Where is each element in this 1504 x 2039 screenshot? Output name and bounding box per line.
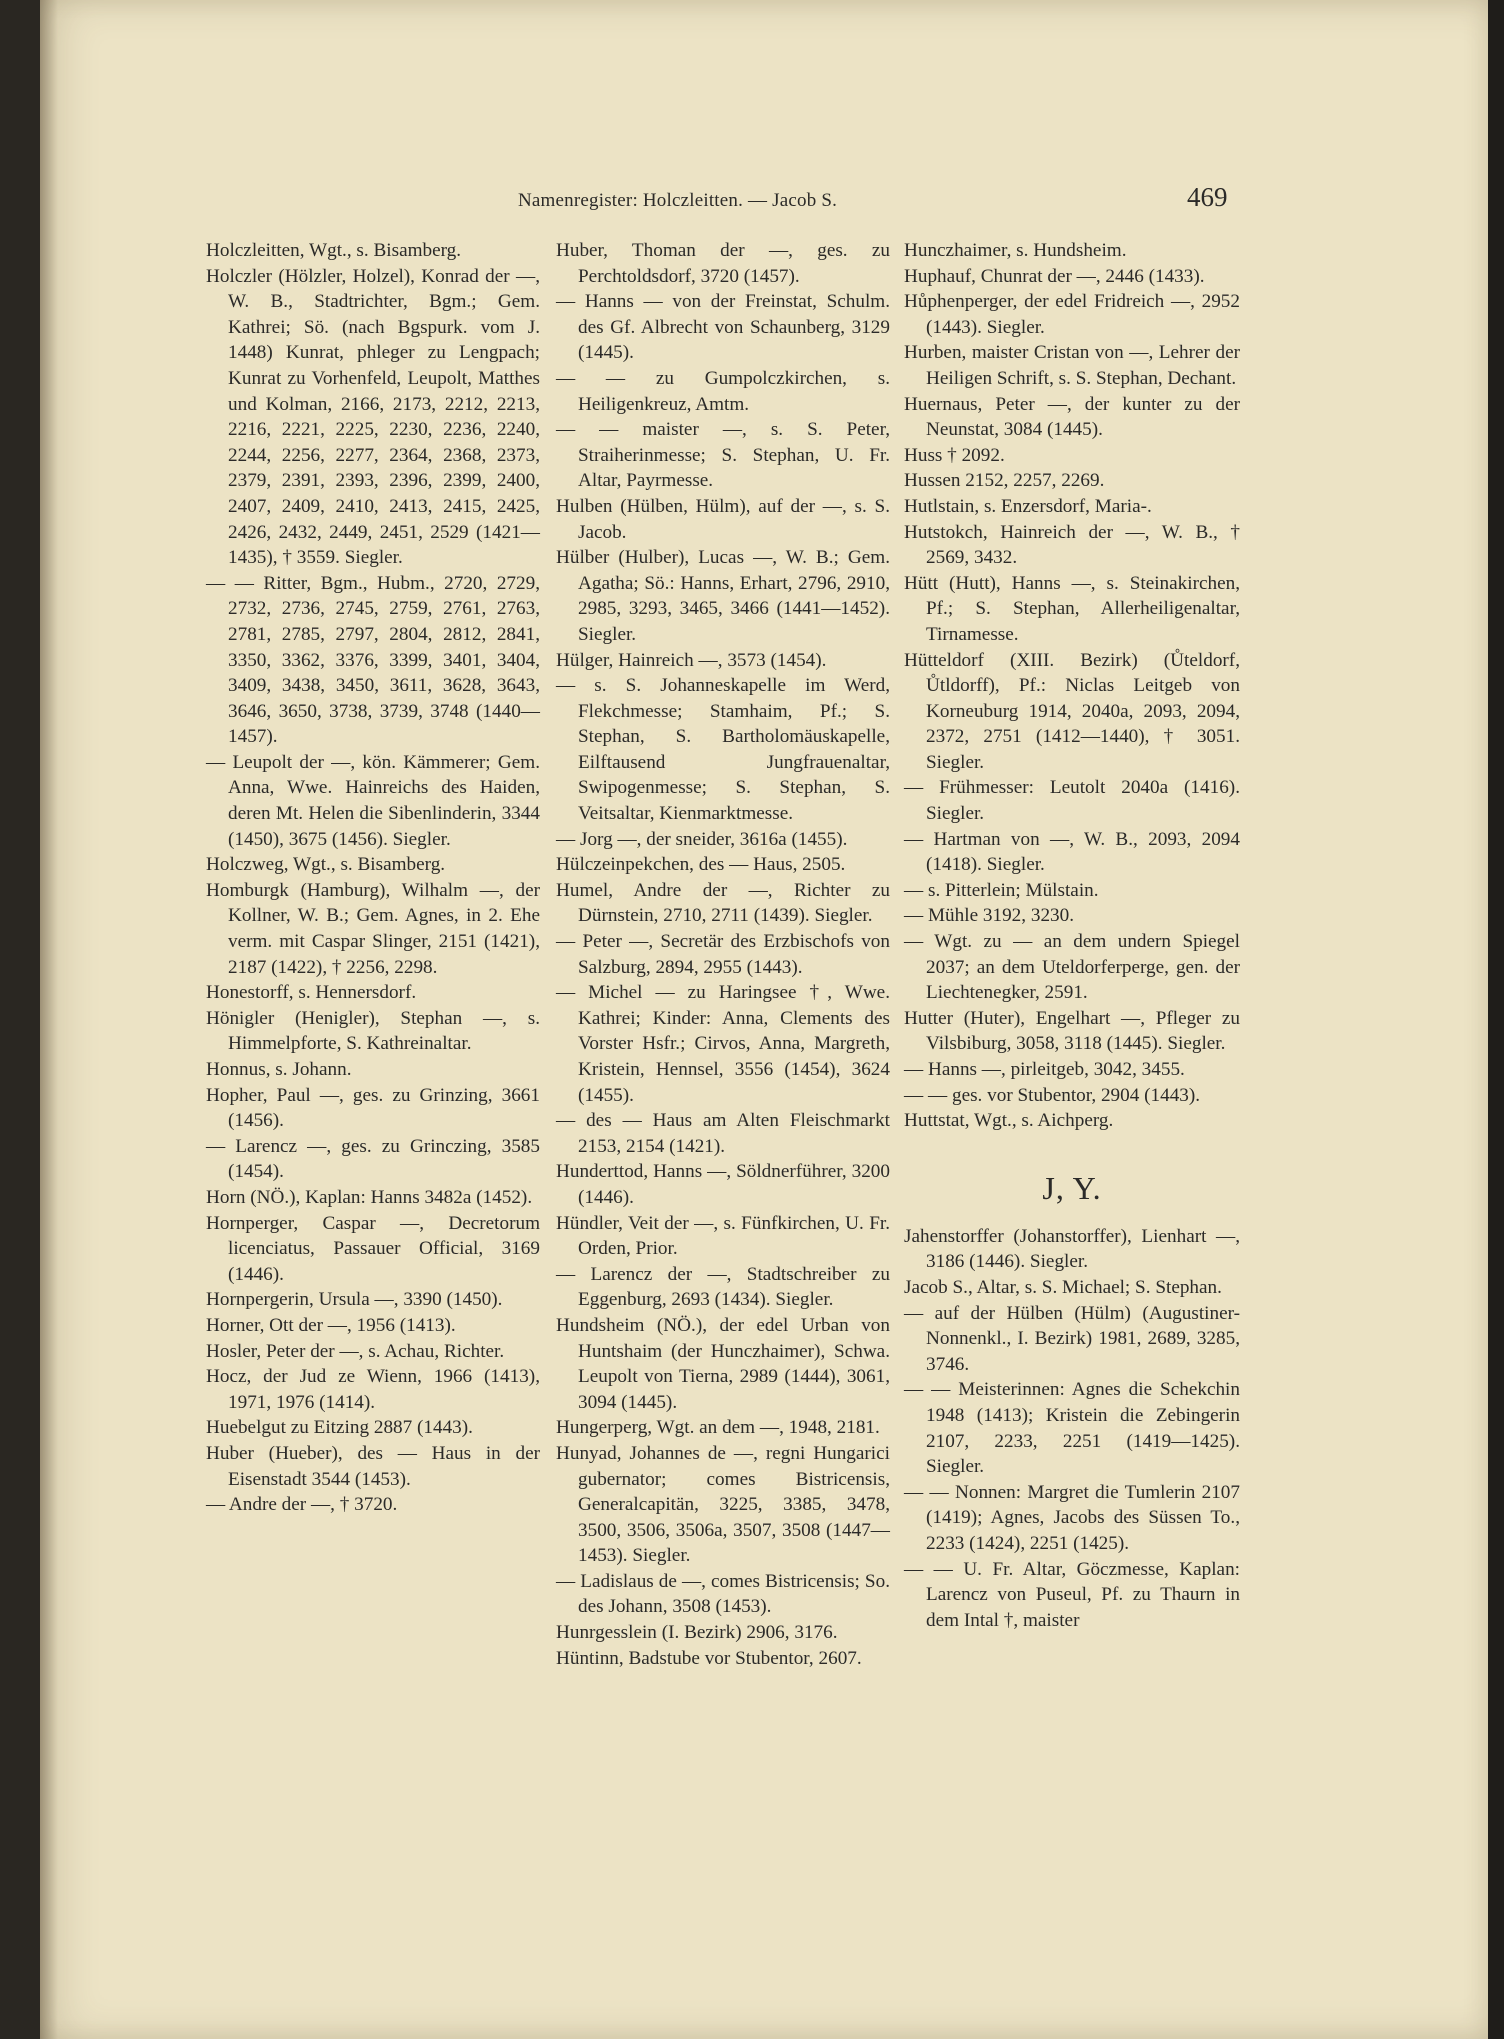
index-entry: Hornperger, Caspar —, Decretorum licenciatus, Passauer Official, 3169 (1446). — [206, 1212, 540, 1285]
index-entry: Hönigler (Henigler), Stephan —, s. Himmelpforte, S. Kathreinaltar. — [206, 1007, 540, 1055]
index-entry: Huber (Hueber), des — Haus in der Eisenstadt 3544 (1453). — [206, 1442, 540, 1490]
index-entry: Hutlstain, s. Enzersdorf, Maria-. — [904, 495, 1152, 517]
index-entry: Hülber (Hulber), Lucas —, W. B.; Gem. Agatha; Sö.: Hanns, Erhart, 2796, 2910, 2985, 3293, 3465, 3466 (1441—1452). Siegler. — [556, 547, 890, 645]
index-entry: Hopher, Paul —, ges. zu Grinzing, 3661 (1456). — [206, 1084, 540, 1132]
index-entry: — — U. Fr. Altar, Göczmesse, Kaplan: Larencz von Puseul, Pf. zu Thaurn in dem Intal †, maister — [904, 1558, 1240, 1631]
index-entry: Huebelgut zu Eitzing 2887 (1443). — [206, 1417, 473, 1439]
index-entry: Huss † 2092. — [904, 444, 1005, 466]
index-entry: Holczler (Hölzler, Holzel), Konrad der —, W. B., Stadtrichter, Bgm.; Gem. Kathrei; Sö. (nach Bgspurk. vom J. 1448) Kunrat, phleger zu Lengpach; Kunrat zu Vorhenfeld, Leupolt, Matthes und Kolman, 2166, 2173, 2212, 2213, 2216, 2221, 2225, 2230, 2236, 2240, 2244, 2256, 2277, 2364, 2368, 2373, 2379, 2391, 2393, 2396, 2399, 2400, 2407, 2409, 2410, 2413, 2415, 2425, 2426, 2432, 2449, 2451, 2529 (1421—1435), † 3559. Siegler. — [206, 265, 540, 569]
index-entry: Hocz, der Jud ze Wienn, 1966 (1413), 1971, 1976 (1414). — [206, 1366, 540, 1413]
index-entry: — Leupolt der —, kön. Kämmerer; Gem. Anna, Wwe. Hainreichs des Haiden, deren Mt. Helen die Sibenlinderin, 3344 (1450), 3675 (1456). Siegler. — [206, 751, 540, 850]
index-entry: — Hartman von —, W. B., 2093, 2094 (1418). Siegler. — [904, 828, 1240, 876]
index-entry: — — zu Gumpolczkirchen, s. Heiligenkreuz, Amtm. — [556, 367, 890, 415]
binding-shadow — [40, 0, 58, 2039]
index-entry: — — ges. vor Stubentor, 2904 (1443). — [904, 1084, 1201, 1106]
index-entry: Honestorff, s. Hennersdorf. — [206, 982, 417, 1004]
index-entry: Hüntinn, Badstube vor Stubentor, 2607. — [556, 1647, 862, 1669]
index-entry: Hunrgesslein (I. Bezirk) 2906, 3176. — [556, 1622, 838, 1644]
index-entry: Hündler, Veit der —, s. Fünfkirchen, U. Fr. Orden, Prior. — [556, 1212, 890, 1260]
index-entry: Jacob S., Altar, s. S. Michael; S. Stephan. — [904, 1276, 1222, 1298]
index-entry: Hunderttod, Hanns —, Söldnerführer, 3200 (1446). — [556, 1161, 890, 1208]
index-entry: Horn (NÖ.), Kaplan: Hanns 3482a (1452). — [206, 1186, 533, 1208]
index-entry: — Mühle 3192, 3230. — [904, 905, 1075, 927]
index-entry: Hütt (Hutt), Hanns —, s. Steinakirchen, Pf.; S. Stephan, Allerheiligenaltar, Tirnamesse. — [904, 572, 1240, 645]
index-entry: Honnus, s. Johann. — [206, 1059, 352, 1080]
index-entry: — Frühmesser: Leutolt 2040a (1416). Siegler. — [904, 777, 1240, 825]
index-entry: Huttstat, Wgt., s. Aichperg. — [904, 1110, 1114, 1132]
index-entry: — Hanns —, pirleitgeb, 3042, 3455. — [904, 1059, 1185, 1080]
index-entry: Holczweg, Wgt., s. Bisamberg. — [206, 854, 446, 876]
index-entry: — Larencz der —, Stadtschreiber zu Eggenburg, 2693 (1434). Siegler. — [556, 1263, 890, 1311]
index-entry: Hutter (Huter), Engelhart —, Pfleger zu Vilsbiburg, 3058, 3118 (1445). Siegler. — [904, 1007, 1240, 1055]
index-entry: — Ladislaus de —, comes Bistricensis; So. des Johann, 3508 (1453). — [556, 1570, 890, 1618]
index-entry: — Hanns — von der Freinstat, Schulm. des Gf. Albrecht von Schaunberg, 3129 (1445). — [556, 291, 890, 364]
index-entry: Hülger, Hainreich —, 3573 (1454). — [556, 649, 827, 671]
index-entry: — Larencz —, ges. zu Grinczing, 3585 (1454). — [206, 1135, 540, 1183]
index-entry: Hosler, Peter der —, s. Achau, Richter. — [206, 1340, 505, 1362]
index-entry: — Jorg —, der sneider, 3616a (1455). — [556, 828, 848, 850]
page-number: 469 — [1187, 182, 1228, 212]
section-heading: J, Y. — [1042, 1169, 1102, 1206]
index-entry: Holczleitten, Wgt., s. Bisamberg. — [206, 240, 462, 261]
index-entry: Huernaus, Peter —, der kunter zu der Neunstat, 3084 (1445). — [904, 393, 1240, 441]
index-column-3 — [904, 238, 1240, 1633]
index-entry: — Andre der —, † 3720. — [206, 1494, 398, 1516]
index-entry: — Michel — zu Haringsee †, Wwe. Kathrei; Kinder: Anna, Clements des Vorster Hsfr.; Cirvos, Anna, Margreth, Kristein, Hennsel, 3556 (1454), 3624 (1455). — [556, 982, 890, 1106]
index-entry: Hungerperg, Wgt. an dem —, 1948, 2181. — [556, 1417, 880, 1439]
index-entry: Hulben (Hülben, Hülm), auf der —, s. S. Jacob. — [556, 495, 890, 543]
right-edge — [1488, 0, 1504, 2039]
index-entry: Hundsheim (NÖ.), der edel Urban von Huntshaim (der Hunczhaimer), Schwa. Leupolt von Tierna, 2989 (1444), 3061, 3094 (1445). — [556, 1314, 890, 1413]
index-column-2 — [556, 238, 890, 1671]
index-entry: — — Meisterinnen: Agnes die Schekchin 1948 (1413); Kristein die Zebingerin 2107, 2233, 2251 (1419—1425). Siegler. — [904, 1379, 1240, 1478]
index-entry: Homburgk (Hamburg), Wilhalm —, der Kollner, W. B.; Gem. Agnes, in 2. Ehe verm. mit Caspar Slinger, 2151 (1421), 2187 (1422), † 2256, 2298. — [206, 879, 540, 978]
index-entry: Hunczhaimer, s. Hundsheim. — [904, 240, 1127, 261]
running-head: Namenregister: Holczleitten. — Jacob S. — [518, 190, 838, 211]
index-entry: Humel, Andre der —, Richter zu Dürnstein, 2710, 2711 (1439). Siegler. — [556, 879, 890, 927]
index-entry: Hůphenperger, der edel Fridreich —, 2952 (1443). Siegler. — [904, 291, 1240, 338]
index-entry: Hutstokch, Hainreich der —, W. B., † 2569, 3432. — [904, 521, 1240, 569]
index-entry: Horner, Ott der —, 1956 (1413). — [206, 1314, 456, 1336]
index-entry: Huphauf, Chunrat der —, 2446 (1433). — [904, 265, 1205, 287]
index-entry: Hunyad, Johannes de —, regni Hungarici gubernator; comes Bistricensis, Generalcapitän, 3225, 3385, 3478, 3500, 3506, 3506a, 3507, 3508 (1447—1453). Siegler. — [556, 1442, 890, 1567]
index-entry: — auf der Hülben (Hülm) (Augustiner-Nonnenkl., I. Bezirk) 1981, 2689, 3285, 3746. — [904, 1302, 1240, 1375]
index-entry: — des — Haus am Alten Fleischmarkt 2153, 2154 (1421). — [556, 1110, 890, 1157]
index-entry: — — Ritter, Bgm., Hubm., 2720, 2729, 2732, 2736, 2745, 2759, 2761, 2763, 2781, 2785, 2797, 2804, 2812, 2841, 3350, 3362, 3376, 3399, 3401, 3404, 3409, 3438, 3450, 3611, 3628, 3643, 3646, 3650, 3738, 3739, 3748 (1440—1457). — [206, 572, 540, 748]
page-header — [0, 182, 1504, 216]
index-entry: — s. S. Johanneskapelle im Werd, Flekchmesse; Stamhaim, Pf.; S. Stephan, S. Bartholomäuskapelle, Eilftausend Jungfrauenaltar, Swipogenmesse; S. Stephan, S. Veitsaltar, Kienmarktmesse. — [556, 675, 890, 825]
index-entry: Jahenstorffer (Johanstorffer), Lienhart —, 3186 (1446). Siegler. — [904, 1225, 1240, 1273]
index-entry: — — Nonnen: Margret die Tumlerin 2107 (1419); Agnes, Jacobs des Süssen To., 2233 (1424), 2251 (1425). — [904, 1481, 1240, 1554]
index-entry: — Peter —, Secretär des Erzbischofs von Salzburg, 2894, 2955 (1443). — [556, 931, 890, 978]
index-entry: Hornpergerin, Ursula —, 3390 (1450). — [206, 1289, 503, 1311]
index-entry: Huber, Thoman der —, ges. zu Perchtoldsdorf, 3720 (1457). — [556, 240, 890, 287]
index-entry: — s. Pitterlein; Mülstain. — [904, 879, 1099, 901]
index-entry: Hurben, maister Cristan von —, Lehrer der Heiligen Schrift, s. S. Stephan, Dechant. — [904, 342, 1240, 389]
index-entry: — Wgt. zu — an dem undern Spiegel 2037; an dem Uteldorferperge, gen. der Liechtenegker, 2591. — [904, 931, 1240, 1004]
index-column-1 — [206, 238, 540, 1518]
index-entry: Hussen 2152, 2257, 2269. — [904, 470, 1105, 492]
index-entry: Hütteldorf (XIII. Bezirk) (Ůteldorf, Ůtldorff), Pf.: Niclas Leitgeb von Korneuburg 1914, 2040a, 2093, 2094, 2372, 2751 (1412—1440), † 3051. Siegler. — [904, 649, 1240, 773]
index-entry: — — maister —, s. S. Peter, Straiherinmesse; S. Stephan, U. Fr. Altar, Payrmesse. — [556, 419, 890, 492]
index-entry: Hülczeinpekchen, des — Haus, 2505. — [556, 854, 846, 876]
